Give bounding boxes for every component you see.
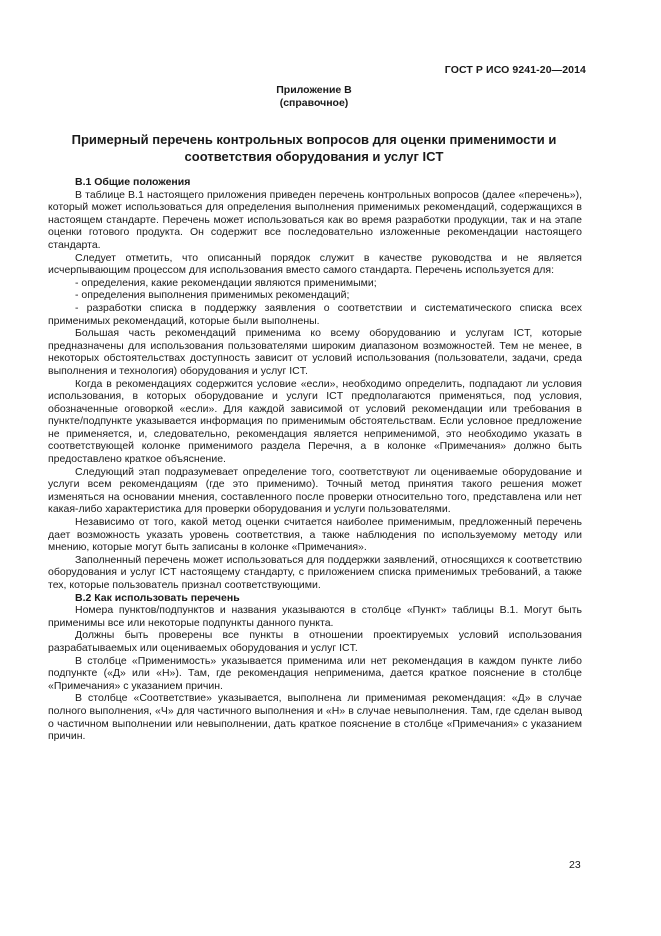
list-item: - разработки списка в поддержку заявления о соответствии и систематического списка всех применимых рекомендаций, которые были выполнены. <box>48 301 582 327</box>
paragraph: Следует отметить, что описанный порядок служит в качестве руководства и не является исчерпывающим процессом для использования вместо самого стандарта. Перечень используется для: <box>48 251 582 277</box>
paragraph: Заполненный перечень может использоваться для поддержки заявлений, относящихся к соответствию оборудования и услуг ICT настоящему стандарту, с приложением списка применимых требований, а также тех, которые пользователь признал соответствующими. <box>48 553 582 591</box>
paragraph: Большая часть рекомендаций применима ко всему оборудованию и услугам ICT, которые предназначены для использования пользователями широким диапазоном возможностей. Тем не менее, в некоторых обстоятельствах доступность зависит от условий использования (пользователи, задачи, среда выполнения и технология) оборудования и услуг ICT. <box>48 327 582 377</box>
paragraph: В столбце «Применимость» указывается применима или нет рекомендация в каждом пункте либо подпункте («Д» или «Н»). Там, где рекомендация неприменима, дается краткое пояснение в столбце «Примечания» с указанием причин. <box>48 654 582 692</box>
paragraph: Должны быть проверены все пункты в отношении проектируемых условий использования разрабатываемых или оцениваемых оборудования и услуг ICT. <box>48 629 582 654</box>
annex-title: Приложение В <box>276 84 352 96</box>
page-number: 23 <box>569 859 581 871</box>
list-item: - определения выполнения применимых рекомендаций; <box>75 289 350 302</box>
paragraph: Следующий этап подразумевает определение того, соответствуют ли оцениваемые оборудование и услуги всем рекомендациям (где это применимо). Точный метод принятия такого решения может изменяться на основании мнения, составленного после проверки относительно того, представлена или нет какая-либо характеристика для проверки оборудования и услуги пользователями. <box>48 465 582 516</box>
annex-type: (справочное) <box>279 97 349 109</box>
standard-code: ГОСТ Р ИСО 9241-20—2014 <box>444 64 586 76</box>
paragraph: В таблице В.1 настоящего приложения приведен перечень контрольных вопросов (далее «перечень»), который может использоваться для определения выполнения применимых рекомендаций, содержащихся в настоящем стандарте. Перечень может использоваться как во время разработки продукции, так и на этапе оценки готового продукта. Он содержит все последовательно изложенные рекомендации настоящего стандарта. <box>48 188 582 251</box>
document-body <box>48 176 582 743</box>
list-item: - определения, какие рекомендации являются применимыми; <box>75 276 377 289</box>
paragraph: Когда в рекомендациях содержится условие «если», необходимо определить, подпадают ли условия использования, в которых оборудование и услуги ICT предполагаются применяться, под условия, обозначенные оговоркой «если». Для каждой зависимой от условий рекомендации или требования в пункте/подпункте указывается информация по применимым обстоятельствам. Если условное предложение не применяется, и, следовательно, рекомендация является неприменимой, это необходимо указать в соответствующей колонке применимого раздела Перечня, а в колонке «Примечания» должно быть предоставлено краткое объяснение. <box>48 377 582 466</box>
annex-header <box>0 84 628 110</box>
section-title: В.2 Как использовать перечень <box>75 591 240 604</box>
document-heading: Примерный перечень контрольных вопросов для оценки применимости и соответствия оборудования и услуг ICT <box>71 132 557 164</box>
section-title: В.1 Общие положения <box>75 176 191 188</box>
paragraph: В столбце «Соответствие» указывается, выполнена ли применимая рекомендация: «Д» в случае полного выполнения, «Ч» для частичного выполнения и «Н» в случае невыполнения. Там, где сделан вывод о частичном выполнении или невыполнении, дать краткое пояснение в столбце «Примечания» с указанием причин. <box>48 692 582 743</box>
paragraph: Независимо от того, какой метод оценки считается наиболее применимым, предложенный перечень дает возможность указать уровень соответствия, а также наблюдения по используемому методу или мнению, которые могут быть записаны в колонке «Примечания». <box>48 516 582 554</box>
paragraph: Номера пунктов/подпунктов и названия указываются в столбце «Пункт» таблицы В.1. Могут быть применимы все или некоторые подпункты данного пункта. <box>48 604 582 629</box>
